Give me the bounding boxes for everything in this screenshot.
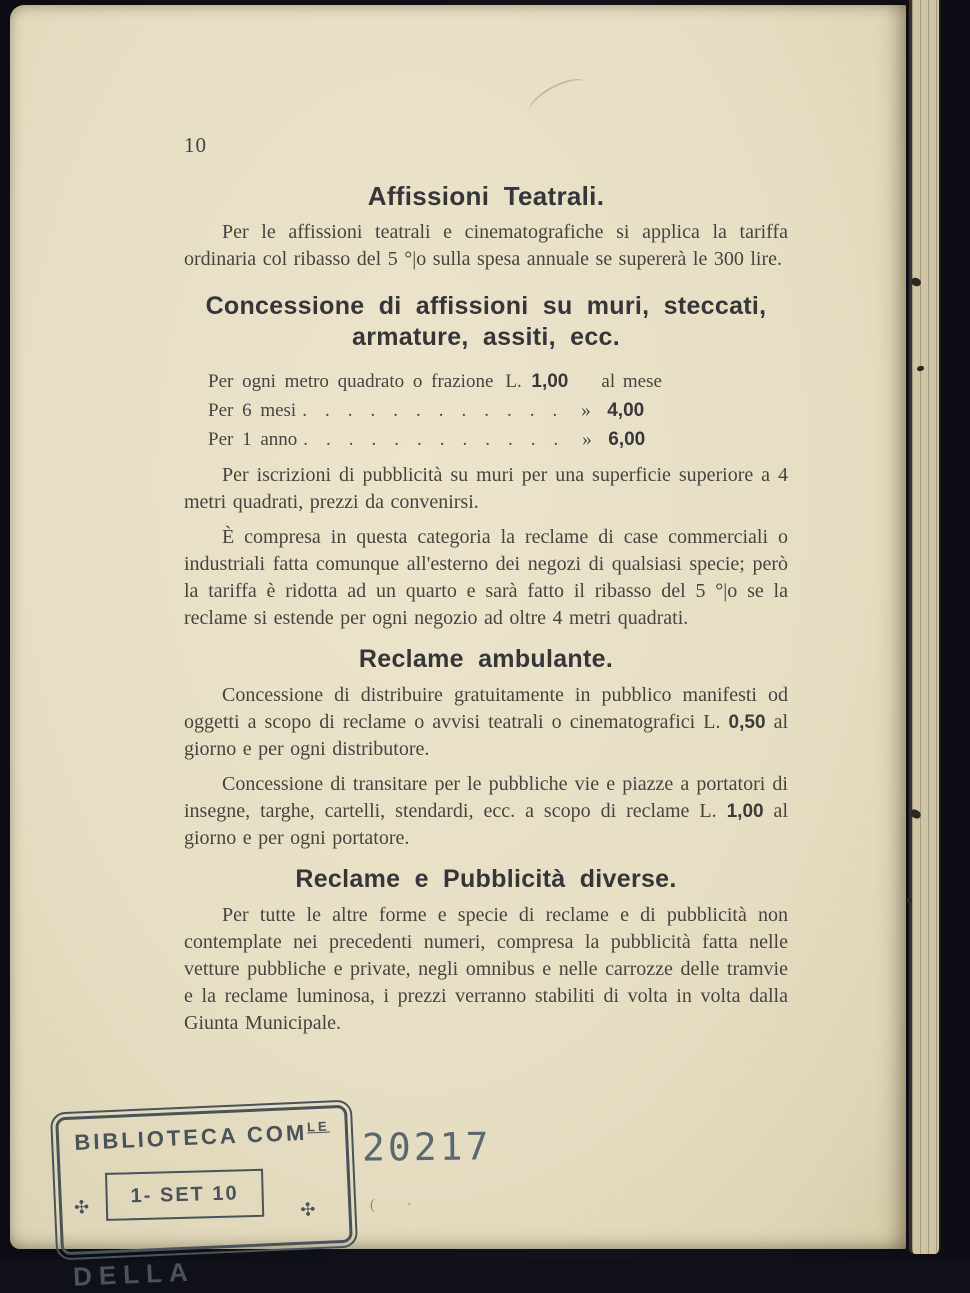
stamp-ornament-icon: ✣ [73,1197,90,1218]
heading-line: Concessione di affissioni su muri, steccati, [205,292,767,320]
tariff-list [184,367,788,454]
paragraph-altre-forme: Per tutte le altre forme e specie di reclame e di pubblicità non contemplate nei precedenti numeri, compresa la pubblicità fatta nelle vetture pubbliche e private, negli omnibus e nelle carrozze delle tramvie e la reclame luminosa, i prezzi verranno stabiliti di volta in volta dalla Giunta Municipale. [184,904,788,1034]
tariff-value: 1,00 [531,371,569,392]
stamp-title-superscript: LE [306,1118,330,1135]
heading-line: armature, assiti, ecc. [352,323,620,351]
tariff-row [208,396,788,425]
tariff-row [208,425,788,454]
library-stamp [55,1105,353,1292]
heading-pubblicita-diverse: Reclame e Pubblicità diverse. [295,865,677,893]
stamp-date: 1- SET 10 [130,1181,239,1207]
currency-symbol: L. [505,371,522,392]
paragraph-reclame-case: È compresa in questa categoria la reclame di case commerciali o industriali fatta comunque all'esterno dei negozi di qualsiasi specie; però la tariffa è ridotta ad un quarto e sarà fatto il ribasso del 5 °|o se la reclame si estende per ogni negozio ad oltre 4 metri quadrati. [184,526,788,629]
accession-number: 20217 [361,1124,492,1170]
stamp-date-box [105,1169,264,1221]
tariff-leader-dots: ............ [303,429,577,450]
ink-marks: ( · [370,1197,426,1213]
stamp-title-text: BIBLIOTECA COM [73,1119,308,1155]
heading-affissioni-teatrali: Affissioni Teatrali. [367,181,605,211]
stamp-ornament-icon: ✣ [299,1199,316,1220]
heading-concessione-affissioni [184,291,788,353]
tariff-price [505,367,671,396]
stamp-title [59,1118,346,1157]
currency-symbol: » [582,429,592,450]
page-paper [10,5,906,1292]
tariff-value: 6,00 [608,429,646,450]
tariff-leader-dots: ............ [302,400,576,421]
tariff-suffix: al mese [601,371,662,392]
price-value: 1,00 [726,801,764,822]
page-edge-strip [909,0,941,1254]
stamp-partial-text: DELLA [72,1256,196,1292]
tariff-price [582,425,748,454]
paragraph-text: Concessione di distribuire gratuitamente in pubblico manifesti od oggetti a scopo di reclame o avvisi teatrali o cinematografici L. [184,684,788,733]
paragraph-distributori [184,682,788,763]
ink-speck [907,898,912,903]
tariff-label: Per 1 anno [208,429,298,450]
paragraph-text: al giorno e per ogni portatore. [184,800,788,849]
paragraph-portatori [184,771,788,852]
page-number: 10 [184,133,207,157]
paragraph-affissioni: Per le affissioni teatrali e cinematografiche si applica la tariffa ordinaria col ribasso del 5 °|o sulla spesa annuale se supererà le 300 lire. [184,221,788,270]
paragraph-iscrizioni: Per iscrizioni di pubblicità su muri per una superficie superiore a 4 metri quadrati, prezzi da convenirsi. [184,464,788,513]
tariff-row [208,367,788,396]
paragraph-text: al giorno e per ogni distributore. [184,711,789,760]
currency-symbol: » [581,400,591,421]
tariff-value: 4,00 [607,400,645,421]
tariff-label: Per ogni metro quadrato o frazione [208,371,494,392]
tariff-label: Per 6 mesi [208,400,297,421]
heading-reclame-ambulante: Reclame ambulante. [358,645,614,673]
page-text-column [184,5,788,1037]
tariff-price [581,396,747,425]
price-value: 0,50 [728,712,766,733]
paragraph-text: Concessione di transitare per le pubbliche vie e piazze a portatori di insegne, targhe, cartelli, stendardi, ecc. a scopo di reclame L. [184,773,788,822]
